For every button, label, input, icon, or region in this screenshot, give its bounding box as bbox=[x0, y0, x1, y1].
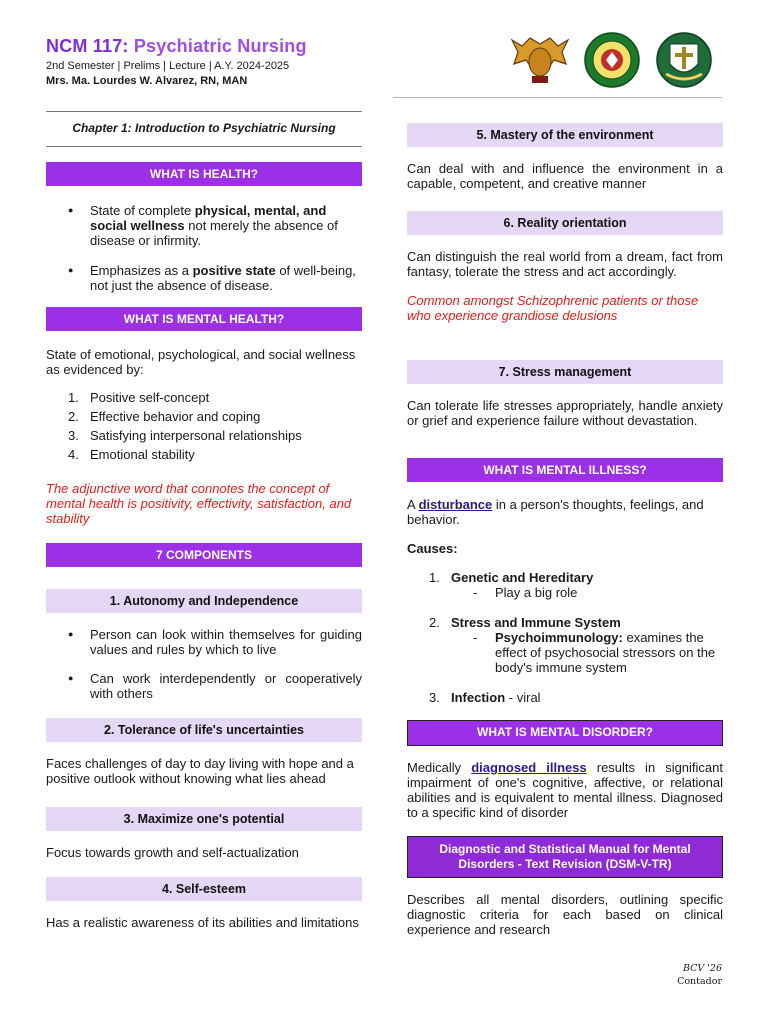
list-item: Satisfying interpersonal relationships bbox=[90, 428, 302, 443]
component-7-heading: 7. Stress management bbox=[407, 360, 723, 384]
list-item: Effective behavior and coping bbox=[90, 409, 261, 424]
dsm-heading: Diagnostic and Statistical Manual for Mental Disorders - Text Revision (DSM-V-TR) bbox=[407, 836, 723, 878]
header-divider bbox=[393, 97, 722, 98]
mental-illness-heading: WHAT IS MENTAL ILLNESS? bbox=[407, 458, 723, 482]
components-heading: 7 COMPONENTS bbox=[46, 543, 362, 567]
list-item: Emotional stability bbox=[90, 447, 195, 462]
logo-group bbox=[508, 30, 716, 90]
list-subitem: - Psychoimmunology: examines the effect of psychosocial stressors on the body's immune system bbox=[451, 630, 723, 675]
list-item: Genetic and Hereditary - Play a big role bbox=[451, 570, 723, 600]
mental-disorder-section bbox=[407, 720, 723, 937]
component-7 bbox=[407, 360, 723, 428]
component-5-heading: 5. Mastery of the environment bbox=[407, 123, 723, 147]
component-4 bbox=[46, 877, 362, 930]
nursing-crest-logo bbox=[652, 30, 716, 90]
mental-illness-definition: A disturbance in a person's thoughts, feelings, and behavior. bbox=[407, 497, 704, 527]
component-4-text: Has a realistic awareness of its abilities and limitations bbox=[46, 915, 359, 930]
component-1-heading: 1. Autonomy and Independence bbox=[46, 589, 362, 613]
list-item: ● Emphasizes as a positive state of well-being, not just the absence of disease. bbox=[90, 263, 362, 293]
diagnosed-illness-link[interactable]: diagnosed illness bbox=[471, 760, 587, 775]
mental-disorder-definition: Medically diagnosed illness results in significant impairment of one's cognitive, affective, or relational abilities and is equivalent to mental illness. Diagnosed to a specific kind of disorder bbox=[407, 760, 723, 820]
mental-illness-section bbox=[407, 458, 723, 705]
mental-health-list bbox=[46, 390, 362, 462]
instructor-name: Mrs. Ma. Lourdes W. Alvarez, RN, MAN bbox=[46, 75, 248, 87]
semester-info: 2nd Semester | Prelims | Lecture | A.Y. 2024-2025 bbox=[46, 60, 290, 72]
chapter-title: Chapter 1: Introduction to Psychiatric Nursing bbox=[72, 121, 336, 135]
list-item: ● Person can look within themselves for guiding values and rules by which to live bbox=[90, 627, 362, 657]
component-4-heading: 4. Self-esteem bbox=[46, 877, 362, 901]
university-seal-logo bbox=[580, 30, 644, 90]
component-6-heading: 6. Reality orientation bbox=[407, 211, 723, 235]
component-3-text: Focus towards growth and self-actualization bbox=[46, 845, 299, 860]
mental-health-intro: State of emotional, psychological, and social wellness as evidenced by: bbox=[46, 347, 356, 377]
component-6-text: Can distinguish the real world from a dream, fact from fantasy, tolerate the stress and act accordingly. bbox=[407, 249, 723, 279]
college-seal-logo bbox=[508, 30, 572, 90]
course-code: NCM 117: bbox=[46, 36, 129, 56]
mental-health-heading: WHAT IS MENTAL HEALTH? bbox=[46, 307, 362, 331]
mental-health-note: The adjunctive word that connotes the concept of mental health is positivity, effectivity, satisfaction, and stability bbox=[46, 481, 352, 526]
components-section bbox=[46, 543, 362, 701]
component-2-text: Faces challenges of day to day living with hope and a positive outlook without knowing what lies ahead bbox=[46, 756, 354, 786]
mental-health-section bbox=[46, 307, 362, 526]
footer-signature bbox=[677, 962, 722, 988]
list-item: Positive self-concept bbox=[90, 390, 210, 405]
health-list bbox=[46, 203, 362, 293]
component-2-heading: 2. Tolerance of life's uncertainties bbox=[46, 718, 362, 742]
page-title bbox=[46, 36, 307, 57]
footer-line-2: Contador bbox=[677, 976, 722, 987]
list-subitem: - Play a big role bbox=[451, 585, 723, 600]
health-heading: WHAT IS HEALTH? bbox=[46, 162, 362, 186]
list-item: Infection - viral bbox=[451, 690, 541, 705]
disturbance-link[interactable]: disturbance bbox=[418, 497, 493, 512]
component-7-text: Can tolerate life stresses appropriately, handle anxiety or grief and experience failure without devastation. bbox=[407, 398, 723, 428]
causes-list bbox=[407, 570, 723, 705]
health-section bbox=[46, 162, 362, 293]
component-3 bbox=[46, 807, 362, 860]
component-1-list bbox=[46, 627, 362, 701]
list-item: ● Can work interdependently or cooperatively with others bbox=[90, 671, 362, 701]
footer-line-1: BCV '26 bbox=[682, 963, 722, 974]
component-2 bbox=[46, 718, 362, 786]
component-5 bbox=[407, 123, 723, 191]
course-subject: Psychiatric Nursing bbox=[133, 36, 307, 56]
component-3-heading: 3. Maximize one's potential bbox=[46, 807, 362, 831]
dsm-description: Describes all mental disorders, outlining specific diagnostic criteria for each based on clinical experience and research bbox=[407, 892, 723, 937]
component-6 bbox=[407, 211, 723, 323]
component-6-note: Common amongst Schizophrenic patients or those who experience grandiose delusions bbox=[407, 293, 699, 323]
chapter-rule-bottom bbox=[46, 146, 362, 147]
list-item: ● State of complete physical, mental, and social wellness not merely the absence of disease or infirmity. bbox=[90, 203, 362, 248]
component-5-text: Can deal with and influence the environment in a capable, competent, and creative manner bbox=[407, 161, 723, 191]
list-item: Stress and Immune System - Psychoimmunology: examines the effect of psychosocial stressors on the body's immune system bbox=[451, 615, 723, 675]
causes-label: Causes: bbox=[407, 541, 458, 556]
left-column bbox=[46, 111, 362, 147]
mental-disorder-heading: WHAT IS MENTAL DISORDER? bbox=[407, 720, 723, 746]
